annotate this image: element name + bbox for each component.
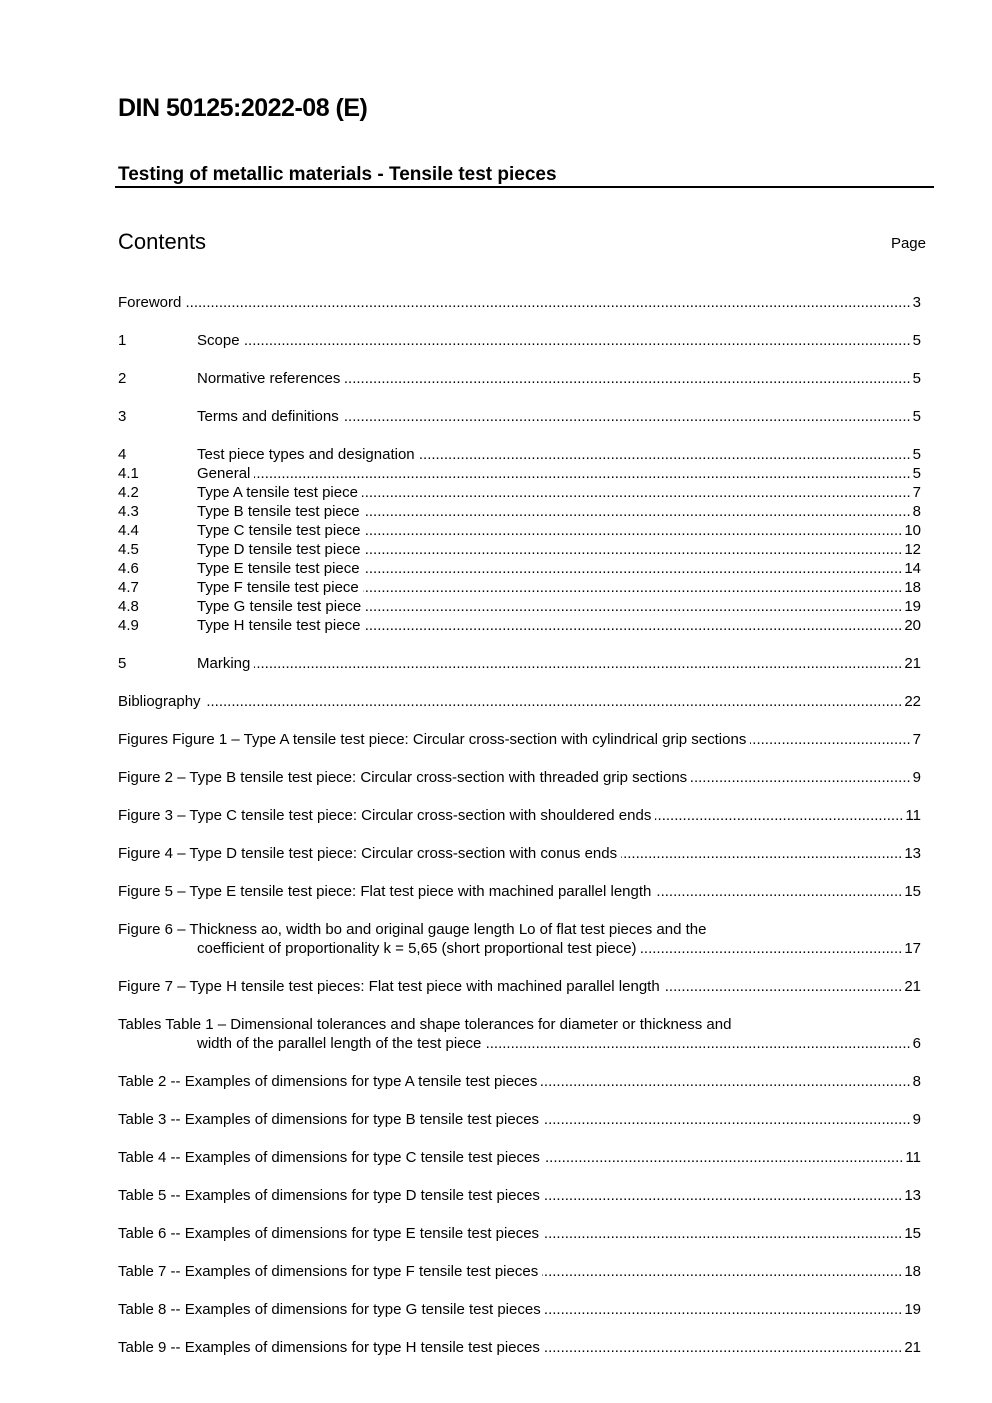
toc-entry[interactable]	[118, 692, 921, 711]
dot-leader	[364, 521, 902, 540]
toc-entry-title: Type A tensile test piece	[197, 484, 358, 501]
toc-entry-title: Bibliography	[118, 693, 201, 710]
toc-entry[interactable]	[118, 483, 921, 502]
toc-entry-page: 5	[912, 332, 921, 349]
dot-leader	[655, 806, 903, 825]
toc-entry[interactable]	[118, 369, 921, 388]
toc-entry-number: 4.9	[118, 617, 139, 634]
dot-leader	[362, 483, 911, 502]
toc-entry-title: Table 4 -- Examples of dimensions for type C tensile test pieces	[118, 1149, 540, 1166]
dot-leader	[244, 331, 911, 350]
toc-entry-title: Type C tensile test piece	[197, 522, 361, 539]
toc-entry[interactable]	[118, 445, 921, 464]
toc-entry-title: Table 7 -- Examples of dimensions for type F tensile test pieces	[118, 1263, 539, 1280]
dot-leader	[363, 578, 903, 597]
toc-entry-page: 9	[912, 1111, 921, 1128]
toc-entry[interactable]	[118, 540, 921, 559]
toc-entry-title: Figures Figure 1 – Type A tensile test piece: Circular cross-section with cylindrical grip sections	[118, 731, 747, 748]
toc-entry-title: Table 2 -- Examples of dimensions for type A tensile test pieces	[118, 1073, 538, 1090]
toc-entry-title: Figure 4 – Type D tensile test piece: Circular cross-section with conus ends	[118, 845, 618, 862]
document-title: Testing of metallic materials - Tensile test pieces	[118, 164, 557, 185]
toc-entry[interactable]	[118, 1186, 921, 1205]
dot-leader	[485, 1034, 910, 1053]
toc-entry-page: 11	[905, 807, 921, 824]
toc-entry-title: Scope	[197, 332, 240, 349]
toc-entry[interactable]	[118, 293, 921, 312]
toc-entry-number: 4.8	[118, 598, 139, 615]
dot-leader	[344, 369, 910, 388]
toc-entry-page: 14	[904, 560, 921, 577]
toc-entry-page: 21	[904, 655, 921, 672]
toc-entry-page: 21	[904, 1339, 921, 1356]
toc-entry[interactable]	[118, 559, 921, 578]
toc-entry-title: Tables Table 1 – Dimensional tolerances and shape tolerances for diameter or thickness and	[118, 1016, 732, 1033]
dot-leader	[542, 1262, 902, 1281]
toc-entry[interactable]	[118, 1015, 921, 1034]
dot-leader	[691, 768, 910, 787]
dot-leader	[543, 1224, 902, 1243]
table-of-contents	[118, 293, 921, 1357]
dot-leader	[364, 616, 902, 635]
toc-entry[interactable]	[118, 1072, 921, 1091]
toc-entry-title: Figure 5 – Type E tensile test piece: Flat test piece with machined parallel length	[118, 883, 652, 900]
toc-entry-title: Marking	[197, 655, 251, 672]
dot-leader	[543, 1110, 911, 1129]
dot-leader	[641, 939, 903, 958]
dot-leader	[364, 559, 903, 578]
dot-leader	[254, 464, 910, 483]
toc-entry-page: 13	[904, 845, 921, 862]
toc-entry-title: Type F tensile test piece	[197, 579, 359, 596]
toc-entry-title: Terms and definitions	[197, 408, 339, 425]
dot-leader	[185, 293, 910, 312]
dot-leader	[545, 1300, 903, 1319]
toc-entry-page: 8	[912, 1073, 921, 1090]
toc-entry-page: 5	[912, 446, 921, 463]
toc-entry-number: 2	[118, 370, 127, 387]
toc-entry-title: Table 3 -- Examples of dimensions for type B tensile test pieces	[118, 1111, 540, 1128]
toc-entry-number: 4.7	[118, 579, 139, 596]
toc-entry[interactable]	[118, 977, 921, 996]
toc-entry-page: 18	[904, 579, 921, 596]
toc-entry-title: Table 9 -- Examples of dimensions for type H tensile test pieces	[118, 1339, 540, 1356]
toc-entry[interactable]	[118, 578, 921, 597]
toc-entry-page: 5	[912, 370, 921, 387]
dot-leader	[419, 445, 911, 464]
toc-entry[interactable]	[118, 1262, 921, 1281]
toc-entry-number: 4	[118, 446, 127, 463]
dot-leader	[364, 540, 902, 559]
toc-entry[interactable]	[118, 1300, 921, 1319]
toc-entry[interactable]	[118, 882, 921, 901]
toc-entry-number: 4.5	[118, 541, 139, 558]
toc-entry-page: 13	[904, 1187, 921, 1204]
toc-entry-page: 12	[904, 541, 921, 558]
toc-entry[interactable]	[118, 1224, 921, 1243]
toc-entry-page: 5	[912, 408, 921, 425]
dot-leader	[254, 654, 902, 673]
toc-entry-page: 19	[904, 598, 921, 615]
toc-entry-page: 15	[904, 883, 921, 900]
toc-entry-title-line2: coefficient of proportionality k = 5,65 (short proportional test piece)	[197, 940, 637, 957]
toc-entry-page: 7	[912, 484, 921, 501]
toc-entry-page: 9	[912, 769, 921, 786]
toc-entry-title-line2: width of the parallel length of the test piece	[197, 1035, 482, 1052]
toc-entry-page: 8	[912, 503, 921, 520]
toc-entry-page: 7	[912, 731, 921, 748]
document-id: DIN 50125:2022-08 (E)	[118, 94, 368, 122]
dot-leader	[343, 407, 911, 426]
toc-entry-page: 11	[905, 1149, 921, 1166]
dot-leader	[205, 692, 903, 711]
toc-entry-title: Figure 6 – Thickness ao, width bo and original gauge length Lo of flat test pieces and the	[118, 921, 707, 938]
toc-entry-page: 3	[912, 294, 921, 311]
toc-entry[interactable]	[118, 806, 921, 825]
toc-entry[interactable]	[118, 502, 921, 521]
toc-entry[interactable]	[118, 331, 921, 350]
toc-entry-title: Figure 3 – Type C tensile test piece: Circular cross-section with shouldered ends	[118, 807, 652, 824]
toc-entry-page: 22	[904, 693, 921, 710]
dot-leader	[664, 977, 903, 996]
dot-leader	[750, 730, 910, 749]
toc-entry[interactable]	[118, 521, 921, 540]
toc-entry-title: Test piece types and designation	[197, 446, 415, 463]
toc-entry-page: 18	[904, 1263, 921, 1280]
toc-entry[interactable]	[118, 920, 921, 939]
toc-entry-title: Figure 2 – Type B tensile test piece: Circular cross-section with threaded grip sections	[118, 769, 688, 786]
toc-entry-page: 17	[904, 940, 921, 957]
toc-entry-number: 1	[118, 332, 127, 349]
toc-entry[interactable]	[118, 768, 921, 787]
toc-entry-continuation[interactable]	[118, 939, 921, 958]
dot-leader	[541, 1072, 910, 1091]
dot-leader	[365, 597, 902, 616]
toc-entry[interactable]	[118, 730, 921, 749]
toc-entry-page: 5	[912, 465, 921, 482]
toc-entry-number: 4.2	[118, 484, 139, 501]
dot-leader	[544, 1186, 902, 1205]
toc-entry[interactable]	[118, 1338, 921, 1357]
toc-entry[interactable]	[118, 844, 921, 863]
toc-entry-title: General	[197, 465, 251, 482]
toc-entry[interactable]	[118, 1110, 921, 1129]
toc-entry-page: 21	[904, 978, 921, 995]
dot-leader	[655, 882, 902, 901]
dot-leader	[621, 844, 902, 863]
toc-entry-title: Type D tensile test piece	[197, 541, 361, 558]
toc-entry[interactable]	[118, 464, 921, 483]
toc-entry-number: 4.6	[118, 560, 139, 577]
toc-entry[interactable]	[118, 616, 921, 635]
toc-entry-title: Type E tensile test piece	[197, 560, 360, 577]
toc-entry-title: Figure 7 – Type H tensile test pieces: Flat test piece with machined parallel length	[118, 978, 660, 995]
toc-entry-title: Type B tensile test piece	[197, 503, 360, 520]
toc-entry[interactable]	[118, 1148, 921, 1167]
toc-entry-number: 5	[118, 655, 127, 672]
title-rule	[115, 186, 934, 188]
toc-entry-title: Table 8 -- Examples of dimensions for type G tensile test pieces	[118, 1301, 541, 1318]
toc-entry-title: Normative references	[197, 370, 341, 387]
toc-entry-title: Table 5 -- Examples of dimensions for type D tensile test pieces	[118, 1187, 540, 1204]
toc-entry[interactable]	[118, 597, 921, 616]
page-column-label: Page	[890, 235, 926, 252]
contents-heading: Contents	[118, 229, 207, 254]
toc-entry-number: 3	[118, 408, 127, 425]
dot-leader	[544, 1148, 904, 1167]
toc-entry-page: 10	[904, 522, 921, 539]
toc-entry[interactable]	[118, 407, 921, 426]
toc-entry[interactable]	[118, 654, 921, 673]
toc-entry-number: 4.3	[118, 503, 139, 520]
toc-entry-page: 20	[904, 617, 921, 634]
toc-entry-title: Type G tensile test piece	[197, 598, 362, 615]
toc-entry-page: 15	[904, 1225, 921, 1242]
toc-entry-page: 6	[912, 1035, 921, 1052]
toc-entry-title: Table 6 -- Examples of dimensions for type E tensile test pieces	[118, 1225, 540, 1242]
toc-entry-continuation[interactable]	[118, 1034, 921, 1053]
toc-entry-number: 4.1	[118, 465, 139, 482]
toc-entry-title: Type H tensile test piece	[197, 617, 361, 634]
dot-leader	[364, 502, 911, 521]
toc-entry-number: 4.4	[118, 522, 139, 539]
toc-entry-page: 19	[904, 1301, 921, 1318]
toc-entry-title: Foreword	[118, 294, 182, 311]
dot-leader	[544, 1338, 902, 1357]
